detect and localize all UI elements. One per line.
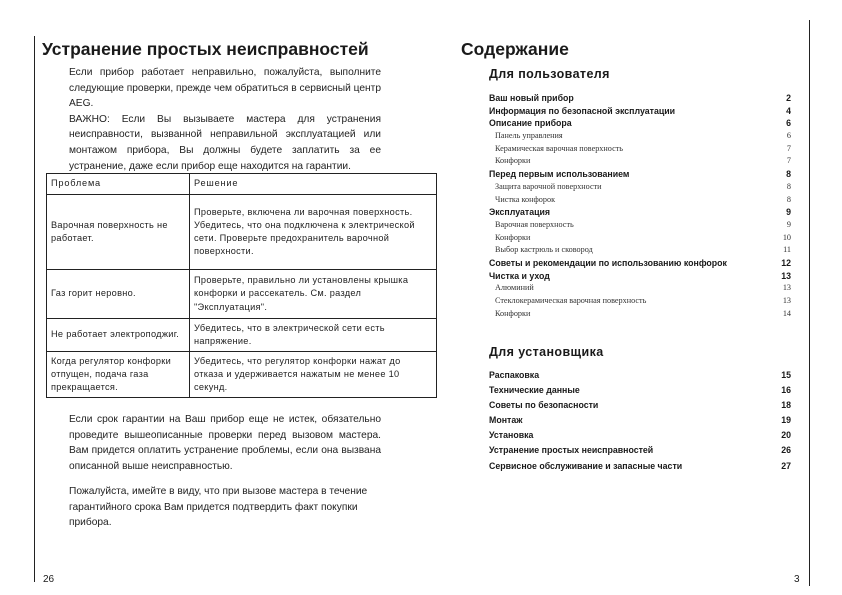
toc-entry bbox=[489, 400, 791, 415]
toc-entry bbox=[489, 415, 791, 430]
problem-cell: Варочная поверхность не работает. bbox=[47, 195, 190, 270]
toc-entry-page: 8 bbox=[786, 181, 791, 191]
toc-entry-label: Перед первым использованием bbox=[489, 169, 630, 180]
toc-entry-label: Устранение простых неисправностей bbox=[489, 445, 654, 456]
toc-entry bbox=[489, 182, 791, 195]
toc-entry bbox=[489, 233, 791, 246]
toc-entry-label: Эксплуатация bbox=[489, 207, 551, 218]
toc-entry-label: Панель управления bbox=[495, 131, 563, 141]
toc-entry-page: 27 bbox=[781, 460, 791, 471]
toc-entry bbox=[489, 106, 791, 119]
important-paragraph: ВАЖНО: Если Вы вызываете мастера для устранения неисправности, вызванной неправильной эксплуатацией или монтажом прибора, Вы должны будете заплатить за ее устранение, даже если прибор еще находится на гарантии. bbox=[69, 113, 381, 172]
table-row bbox=[47, 352, 437, 398]
toc-entry-label: Чистка конфорок bbox=[495, 194, 556, 204]
toc-entry-page: 6 bbox=[786, 118, 791, 129]
toc-entry-label: Ваш новый прибор bbox=[489, 93, 574, 103]
toc-entry-label: Варочная поверхность bbox=[495, 219, 574, 229]
solution-cell: Проверьте, правильно ли установлены крышка конфорки и рассекатель. См. раздел "Эксплуатация". bbox=[190, 270, 437, 319]
toc-entry-page: 26 bbox=[781, 445, 791, 456]
toc-entry-page: 18 bbox=[781, 400, 791, 411]
toc-entry-label: Выбор кастрюль и сковород bbox=[495, 245, 593, 255]
toc-entry bbox=[489, 461, 791, 476]
toc-entry bbox=[489, 445, 791, 460]
toc-entry-label: Монтаж bbox=[489, 415, 523, 426]
toc-entry-page: 10 bbox=[782, 232, 791, 242]
toc-entry bbox=[489, 131, 791, 144]
user-section-heading: Для пользователя bbox=[489, 67, 610, 81]
right-page-margin-rule bbox=[809, 20, 810, 586]
toc-entry-label: Описание прибора bbox=[489, 118, 572, 129]
problem-cell: Когда регулятор конфорки отпущен, подача газа прекращается. bbox=[47, 352, 190, 398]
toc-entry bbox=[489, 370, 791, 385]
toc-entry-label: Керамическая варочная поверхность bbox=[495, 143, 624, 153]
solution-cell: Убедитесь, что регулятор конфорки нажат до отказа и удерживается нажатым не менее 10 секунд. bbox=[190, 352, 437, 398]
toc-entry-page: 16 bbox=[781, 385, 791, 396]
table-header-row bbox=[47, 174, 437, 195]
installer-section-heading: Для установщика bbox=[489, 345, 604, 359]
problem-cell: Не работает электроподжиг. bbox=[47, 319, 190, 352]
toc-entry bbox=[489, 309, 791, 322]
contents-title: Содержание bbox=[461, 39, 569, 59]
intro-paragraph: Если прибор работает неправильно, пожалуйста, выполните следующие проверки, прежде чем обратиться в сервисный центр AEG. bbox=[69, 67, 381, 110]
toc-entry-page: 13 bbox=[782, 296, 791, 305]
toc-entry bbox=[489, 296, 791, 309]
problem-cell: Газ горит неровно. bbox=[47, 270, 190, 319]
troubleshooting-title: Устранение простых неисправностей bbox=[42, 39, 369, 59]
toc-entry-page: 2 bbox=[786, 93, 791, 103]
toc-entry-label: Конфорки bbox=[495, 232, 531, 242]
right-page-number: 3 bbox=[794, 574, 800, 585]
toc-entry-page: 7 bbox=[786, 143, 791, 153]
solution-cell: Проверьте, включена ли варочная поверхность. Убедитесь, что она подключена к электрической сети. Проверьте предохранитель варочной поверхности. bbox=[190, 195, 437, 270]
toc-entry-page: 6 bbox=[786, 131, 791, 141]
toc-entry bbox=[489, 93, 791, 106]
toc-entry-page: 13 bbox=[781, 270, 791, 281]
toc-entry-page: 8 bbox=[786, 194, 791, 204]
table-row bbox=[47, 195, 437, 270]
toc-entry-page: 14 bbox=[782, 308, 791, 318]
toc-entry bbox=[489, 169, 791, 182]
troubleshooting-table bbox=[46, 173, 437, 398]
toc-entry bbox=[489, 207, 791, 220]
installer-toc-list bbox=[489, 370, 791, 476]
toc-entry-label: Сервисное обслуживание и запасные части bbox=[489, 460, 683, 471]
toc-entry-page: 20 bbox=[781, 430, 791, 441]
toc-entry bbox=[489, 118, 791, 131]
left-page-number: 26 bbox=[43, 574, 55, 585]
table-row bbox=[47, 319, 437, 352]
toc-entry-page: 12 bbox=[781, 257, 791, 268]
toc-entry-label: Алюминий bbox=[495, 283, 534, 293]
solution-column-header: Решение bbox=[190, 174, 437, 195]
intro-text bbox=[69, 65, 381, 174]
user-toc-list bbox=[489, 93, 791, 321]
toc-entry-label: Установка bbox=[489, 430, 534, 441]
toc-entry-label: Конфорки bbox=[495, 308, 531, 318]
toc-entry-label: Распаковка bbox=[489, 370, 540, 380]
problem-column-header: Проблема bbox=[47, 174, 190, 195]
toc-entry bbox=[489, 430, 791, 445]
toc-entry-page: 9 bbox=[786, 207, 791, 218]
toc-entry-label: Советы по безопасности bbox=[489, 400, 599, 411]
toc-entry-label: Технические данные bbox=[489, 385, 580, 396]
toc-entry-page: 11 bbox=[783, 245, 791, 255]
toc-entry bbox=[489, 156, 791, 169]
toc-entry-page: 4 bbox=[786, 105, 791, 116]
warranty-note: Если срок гарантии на Ваш прибор еще не истек, обязательно проведите вышеописанные проверки перед вызовом мастера. Вам придется оплатить устранение проблемы, если она вызвана описанной выше неисправностью. bbox=[69, 414, 381, 472]
table-row bbox=[47, 270, 437, 319]
solution-cell: Убедитесь, что в электрической сети есть напряжение. bbox=[190, 319, 437, 352]
toc-entry-page: 8 bbox=[786, 169, 791, 180]
proof-of-purchase-note: Пожалуйста, имейте в виду, что при вызове мастера в течение гарантийного срока Вам придется подтвердить факт покупки прибора. bbox=[69, 486, 368, 529]
toc-entry-label: Информация по безопасной эксплуатации bbox=[489, 105, 676, 116]
toc-entry-label: Советы и рекомендации по использованию конфорок bbox=[489, 257, 727, 268]
toc-entry bbox=[489, 195, 791, 208]
toc-entry-label: Чистка и уход bbox=[489, 270, 550, 281]
toc-entry bbox=[489, 144, 791, 157]
toc-entry-label: Стеклокерамическая варочная поверхность bbox=[495, 296, 647, 305]
toc-entry-page: 9 bbox=[786, 219, 791, 229]
toc-entry-label: Защита варочной поверхности bbox=[495, 181, 602, 191]
toc-entry bbox=[489, 283, 791, 296]
toc-entry-page: 7 bbox=[786, 156, 791, 166]
toc-entry bbox=[489, 245, 791, 258]
toc-entry-page: 13 bbox=[782, 283, 791, 293]
toc-entry bbox=[489, 220, 791, 233]
left-page-margin-rule bbox=[34, 36, 35, 582]
toc-entry bbox=[489, 385, 791, 400]
toc-entry-page: 15 bbox=[781, 370, 791, 380]
toc-entry-page: 19 bbox=[781, 415, 791, 426]
toc-entry bbox=[489, 258, 791, 271]
toc-entry bbox=[489, 271, 791, 284]
toc-entry-label: Конфорки bbox=[495, 156, 531, 166]
